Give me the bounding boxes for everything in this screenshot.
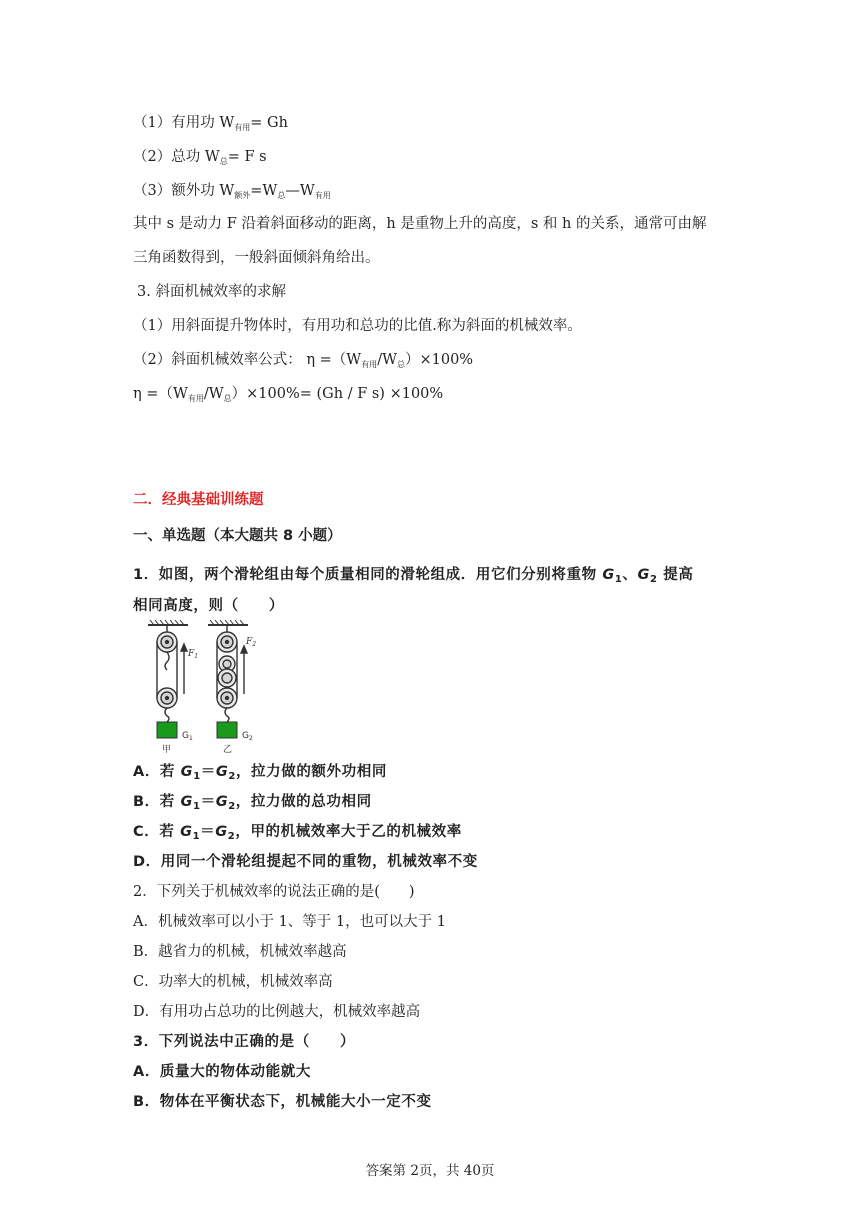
question-1-stem: 1．如图，两个滑轮组由每个质量相同的滑轮组成．用它们分别将重物 $G_1$、$G_2$ 提高 [133, 567, 694, 585]
section-heading: 二．经典基础训练题 [133, 492, 264, 508]
label-f2: $F_2$ [246, 637, 257, 648]
question-1-option-c: C．若 $G_1=G_2$，甲的机械效率大于乙的机械效率 [133, 824, 462, 842]
ceiling-left [148, 620, 188, 625]
caption-left: 甲 [162, 745, 172, 755]
section-3-item-1: （1）用斜面提升物体时，有用功和总功的比值.称为斜面的机械效率。 [133, 318, 582, 334]
pulley-system-left [157, 625, 187, 722]
page-footer: 答案第 2页，共 40页 [365, 1163, 495, 1179]
question-1-option-b: B．若 $G_1=G_2$，拉力做的总功相同 [133, 794, 372, 812]
pulley-system-right [217, 625, 247, 722]
question-2-option-b: B．越省力的机械，机械效率越高 [133, 944, 347, 960]
question-3-stem: 3．下列说法中正确的是（ ） [133, 1034, 356, 1050]
section-3-title: 3. 斜面机械效率的求解 [137, 284, 286, 300]
efficiency-formula-2: $\eta =(W_{有用}/W_总)\times 100\%= (Gh / F$ s) ×100% [133, 386, 444, 403]
formula-useful-work: （1）有用功 $W_{有用}= Gh$ [133, 115, 288, 132]
formula-extra-work: （3）额外功 $W_{额外}=W_总—W_{有用}$ [133, 183, 331, 200]
pulley-figure [140, 620, 260, 756]
question-1-option-d: D．用同一个滑轮组提起不同的重物，机械效率不变 [133, 854, 478, 870]
caption-right: 乙 [223, 745, 233, 755]
label-f1: $F_1$ [188, 649, 199, 660]
question-3-option-a: A．质量大的物体动能就大 [133, 1064, 311, 1080]
weight-g2 [217, 722, 237, 738]
question-1-stem-line-2: 相同高度，则（ ） [133, 598, 284, 614]
question-2-option-c: C．功率大的机械，机械效率高 [133, 974, 333, 990]
label-g2: $G_2$ [242, 731, 253, 742]
explanation-line-1: 其中 s 是动力 F 沿着斜面移动的距离，h 是重物上升的高度，s 和 h 的关系，通常可由解 [133, 216, 707, 232]
question-1-option-a: A．若 $G_1=G_2$，拉力做的额外功相同 [133, 764, 387, 782]
label-g1: $G_1$ [182, 731, 193, 742]
question-2-option-a: A．机械效率可以小于 1、等于 1，也可以大于 1 [133, 914, 446, 930]
ceiling-right [208, 620, 248, 625]
efficiency-formula-1: （2）斜面机械效率公式： $\eta =(W_{有用}/W_总)\times 100\%$ [133, 352, 474, 369]
weight-g1 [157, 722, 177, 738]
explanation-line-2: 三角函数得到，一般斜面倾斜角给出。 [133, 250, 380, 266]
formula-total-work: （2）总功 $W_总= F$ s [133, 149, 267, 166]
question-3-option-b: B．物体在平衡状态下，机械能大小一定不变 [133, 1094, 432, 1110]
question-2-stem: 2．下列关于机械效率的说法正确的是( ) [133, 884, 415, 900]
question-2-option-d: D．有用功占总功的比例越大，机械效率越高 [133, 1004, 421, 1020]
subsection-heading: 一、单选题（本大题共 8 小题） [133, 528, 342, 544]
